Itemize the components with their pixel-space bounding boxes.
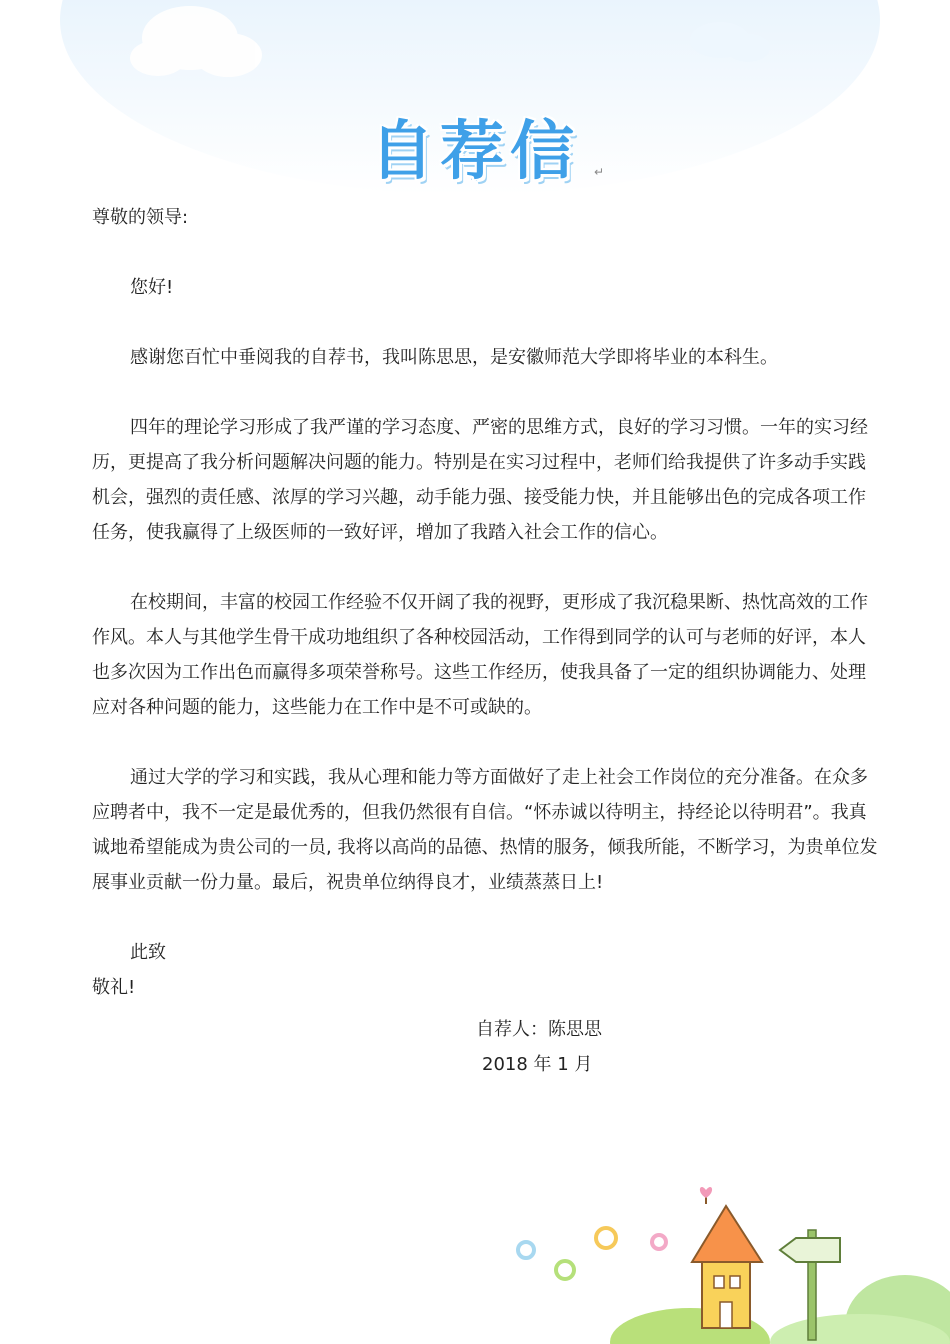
closing: 此致 [130, 942, 166, 963]
paragraph-conclusion: 通过大学的学习和实践，我从心理和能力等方面做好了走上社会工作岗位的充分准备。在众多应聘者中，我不一定是最优秀的，但我仍然很有自信。“怀赤诚以待明主，持经论以待明君”。我真诚地希望能成为贵公司的一员, 我将以高尚的品德、热情的服务，倾我所能，不断学习，为贵单位发展事业贡献一份力量。最后，祝贵单位纳得良才，业绩蒸蒸日上! [92, 767, 878, 893]
salutation: 尊敬的领导: [92, 207, 189, 228]
page-title: 自荐信 [370, 115, 580, 189]
regards: 敬礼! [92, 977, 136, 998]
bubble-icon [518, 1242, 534, 1258]
greeting: 您好! [130, 277, 174, 298]
footer-house-decoration [0, 1170, 950, 1344]
signature: 自荐人：陈思思 [476, 1019, 602, 1040]
signature-block [476, 1012, 602, 1082]
paragraph-study: 四年的理论学习形成了我严谨的学习态度、严密的思维方式，良好的学习习惯。一年的实习经历，更提高了我分析问题解决问题的能力。特别是在实习过程中，老师们给我提供了许多动手实践机会，强烈的责任感、浓厚的学习兴趣，动手能力强、接受能力快，并且能够出色的完成各项工作任务，使我赢得了上级医师的一致好评，增加了我踏入社会工作的信心。 [92, 417, 868, 543]
hill-icon [610, 1275, 950, 1344]
bubble-icon [556, 1261, 574, 1279]
letter-body [92, 200, 882, 1005]
paragraph-intro: 感谢您百忙中垂阅我的自荐书，我叫陈思思，是安徽师范大学即将毕业的本科生。 [130, 347, 778, 368]
paragraph-campus: 在校期间，丰富的校园工作经验不仅开阔了我的视野，更形成了我沉稳果断、热忱高效的工作作风。本人与其他学生骨干成功地组织了各种校园活动，工作得到同学的认可与老师的好评，本人也多次因为工作出色而赢得多项荣誉称号。这些工作经历，使我具备了一定的组织协调能力、处理应对各种问题的能力，这些能力在工作中是不可或缺的。 [92, 592, 868, 718]
bubble-icon [652, 1235, 666, 1249]
return-mark-icon: ↵ [594, 165, 605, 179]
date: 2018 年 1 月 [482, 1054, 593, 1075]
bubble-icon [596, 1228, 616, 1248]
house-icon [692, 1187, 762, 1328]
